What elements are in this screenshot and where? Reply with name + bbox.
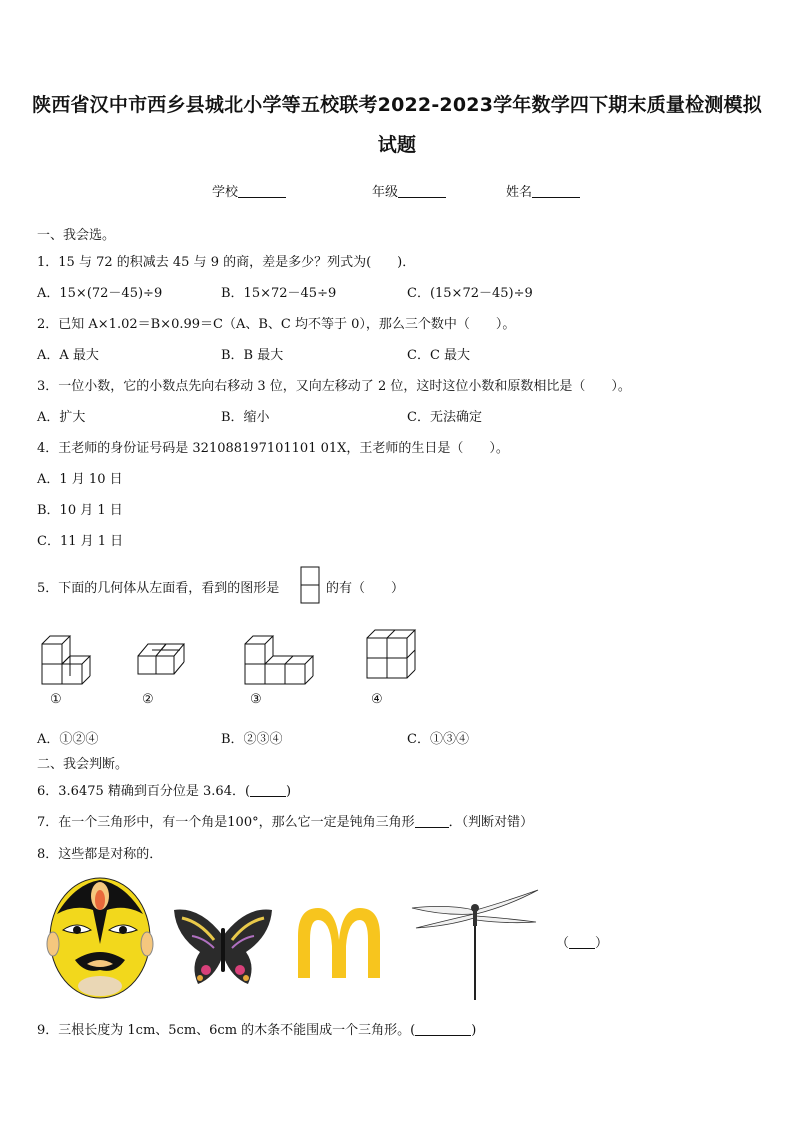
question-7-after: ．（判断对错）: [448, 815, 534, 830]
paper-title-line1: 陕西省汉中市西乡县城北小学等五校联考2022-2023学年数学四下期末质量检测模拟: [32, 94, 762, 116]
question-8: 8．这些都是对称的．: [37, 847, 163, 862]
q4-option-c[interactable]: C．11 月 1 日: [37, 534, 124, 549]
butterfly-icon: [170, 906, 276, 990]
cube-figure-4: [365, 626, 419, 682]
paper-title-line2: 试题: [377, 134, 417, 156]
grade-label: 年级: [372, 185, 399, 200]
left-view-shape-icon: [300, 566, 320, 604]
figure-label-4: ④: [371, 692, 383, 707]
question-4: 4．王老师的身份证号码是 321088197101101 01X，王老师的生日是（ ）。: [37, 441, 509, 456]
question-5-suffix: 的有（ ）: [326, 581, 405, 596]
q5-option-a[interactable]: A．①②④: [37, 732, 99, 747]
q3-option-a[interactable]: A．扩大: [37, 410, 86, 425]
q2-option-b[interactable]: B．B 最大: [221, 348, 284, 363]
q1-option-b[interactable]: B．15×72－45÷9: [221, 286, 337, 301]
q1-option-a[interactable]: A．15×(72－45)÷9: [37, 286, 163, 301]
figure-label-1: ①: [50, 692, 62, 707]
question-6: [37, 780, 291, 799]
grade-field[interactable]: [372, 181, 446, 200]
figure-label-2: ②: [142, 692, 154, 707]
question-7-text: 7．在一个三角形中，有一个角是100°，那么它一定是钝角三角形: [37, 815, 415, 830]
q4-option-a[interactable]: A．1 月 10 日: [37, 472, 123, 487]
school-label: 学校: [212, 185, 239, 200]
q4-option-b[interactable]: B．10 月 1 日: [37, 503, 123, 518]
question-7: [37, 811, 533, 830]
section-heading-1: 一、我会选。: [37, 228, 116, 243]
question-9: [37, 1019, 476, 1038]
question-6-close: ): [286, 784, 292, 799]
answer-blank[interactable]: [415, 815, 449, 828]
name-field[interactable]: [506, 181, 580, 200]
mcdonalds-logo-icon: [296, 906, 382, 980]
question-9-text: 9．三根长度为 1cm、5cm、6cm 的木条不能围成一个三角形。(: [37, 1023, 416, 1038]
question-6-text: 6．3.6475 精确到百分位是 3.64．(: [37, 784, 251, 799]
question-1: 1．15 与 72 的积减去 45 与 9 的商，差是多少？列式为( )．: [37, 255, 416, 270]
name-label: 姓名: [506, 185, 533, 200]
dragonfly-icon: [408, 884, 542, 1002]
question-8-answer[interactable]: [556, 932, 608, 951]
question-8-close: ）: [595, 936, 609, 951]
question-5-prefix: 5．下面的几何体从左面看，看到的图形是: [37, 581, 280, 596]
answer-blank[interactable]: [250, 784, 286, 797]
figure-label-3: ③: [250, 692, 262, 707]
answer-blank[interactable]: [415, 1023, 471, 1036]
question-8-open: （: [556, 936, 570, 951]
q3-option-c[interactable]: C．无法确定: [407, 410, 482, 425]
q3-option-b[interactable]: B．缩小: [221, 410, 270, 425]
opera-mask-icon: [45, 874, 155, 1000]
cube-figure-1: [40, 632, 100, 692]
q5-option-c[interactable]: C．①③④: [407, 732, 469, 747]
q1-option-c[interactable]: C．(15×72－45)÷9: [407, 286, 533, 301]
q5-option-b[interactable]: B．②③④: [221, 732, 283, 747]
section-heading-2: 二、我会判断。: [37, 757, 129, 772]
cube-figure-3: [243, 632, 317, 692]
q2-option-a[interactable]: A．A 最大: [37, 348, 99, 363]
q2-option-c[interactable]: C．C 最大: [407, 348, 471, 363]
school-field[interactable]: [212, 181, 286, 200]
question-2: 2．已知 A×1.02＝B×0.99＝C（A、B、C 均不等于 0），那么三个数中（ ）。: [37, 317, 516, 332]
question-9-close: ): [471, 1023, 477, 1038]
question-3: 3．一位小数，它的小数点先向右移动 3 位，又向左移动了 2 位，这时这位小数和原数相比是（ ）。: [37, 379, 631, 394]
cube-figure-2: [136, 636, 196, 682]
answer-blank[interactable]: [569, 936, 595, 949]
